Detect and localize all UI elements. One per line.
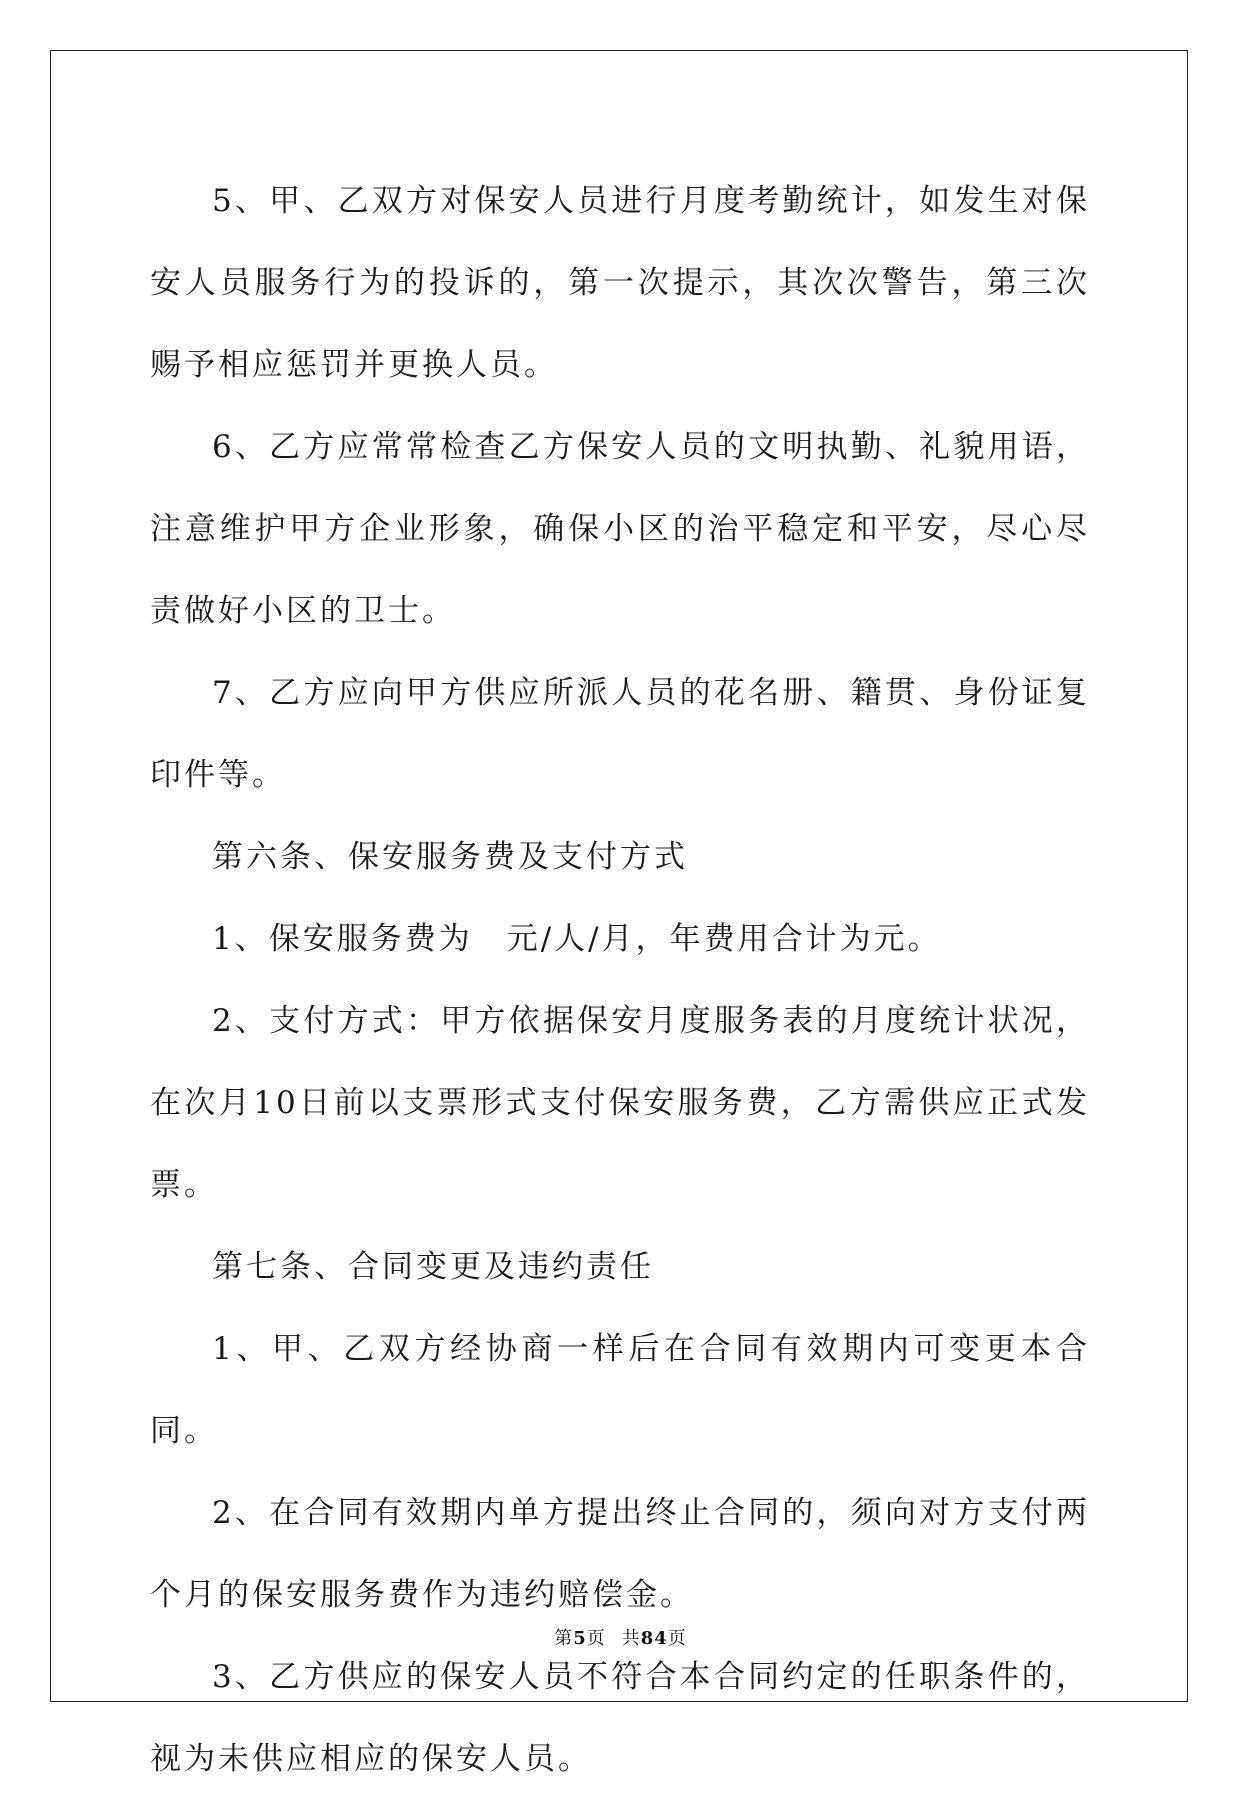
paragraph-clause-5: 5、甲、乙双方对保安人员进行月度考勤统计，如发生对保安人员服务行为的投诉的，第一次提示，其次次警告，第三次赐予相应惩罚并更换人员。 — [150, 183, 1090, 383]
footer-total-pages: 84 — [640, 1628, 668, 1649]
footer-page-prefix: 第 — [554, 1628, 574, 1649]
section-heading-article-7: 第七条、合同变更及违约责任 — [212, 1249, 654, 1285]
paragraph-clause-7: 7、乙方应向甲方供应所派人员的花名册、籍贯、身份证复印件等。 — [150, 675, 1090, 793]
footer-page-suffix: 页 — [586, 1628, 606, 1649]
paragraph-change-3: 3、乙方供应的保安人员不符合本合同约定的任职条件的，视为未供应相应的保安人员。 — [150, 1659, 1090, 1777]
footer-total-suffix: 页 — [667, 1628, 687, 1649]
page-footer — [0, 1624, 1241, 1650]
paragraph-change-2: 2、在合同有效期内单方提出终止合同的，须向对方支付两个月的保安服务费作为违约赔偿金。 — [150, 1495, 1090, 1613]
paragraph-fee-1: 1、保安服务费为 元/人/月，年费用合计为元。 — [212, 921, 942, 957]
footer-total-prefix: 共 — [621, 1628, 641, 1649]
footer-page-number: 5 — [573, 1628, 587, 1649]
paragraph-change-1: 1、甲、乙双方经协商一样后在合同有效期内可变更本合同。 — [150, 1331, 1090, 1449]
paragraph-clause-6: 6、乙方应常常检查乙方保安人员的文明执勤、礼貌用语，注意维护甲方企业形象，确保小区的治平稳定和平安，尽心尽责做好小区的卫士。 — [150, 429, 1090, 629]
document-body — [150, 160, 1090, 1800]
paragraph-fee-2: 2、支付方式：甲方依据保安月度服务表的月度统计状况，在次月10日前以支票形式支付保安服务费，乙方需供应正式发票。 — [150, 1003, 1090, 1203]
section-heading-article-6: 第六条、保安服务费及支付方式 — [212, 839, 688, 875]
